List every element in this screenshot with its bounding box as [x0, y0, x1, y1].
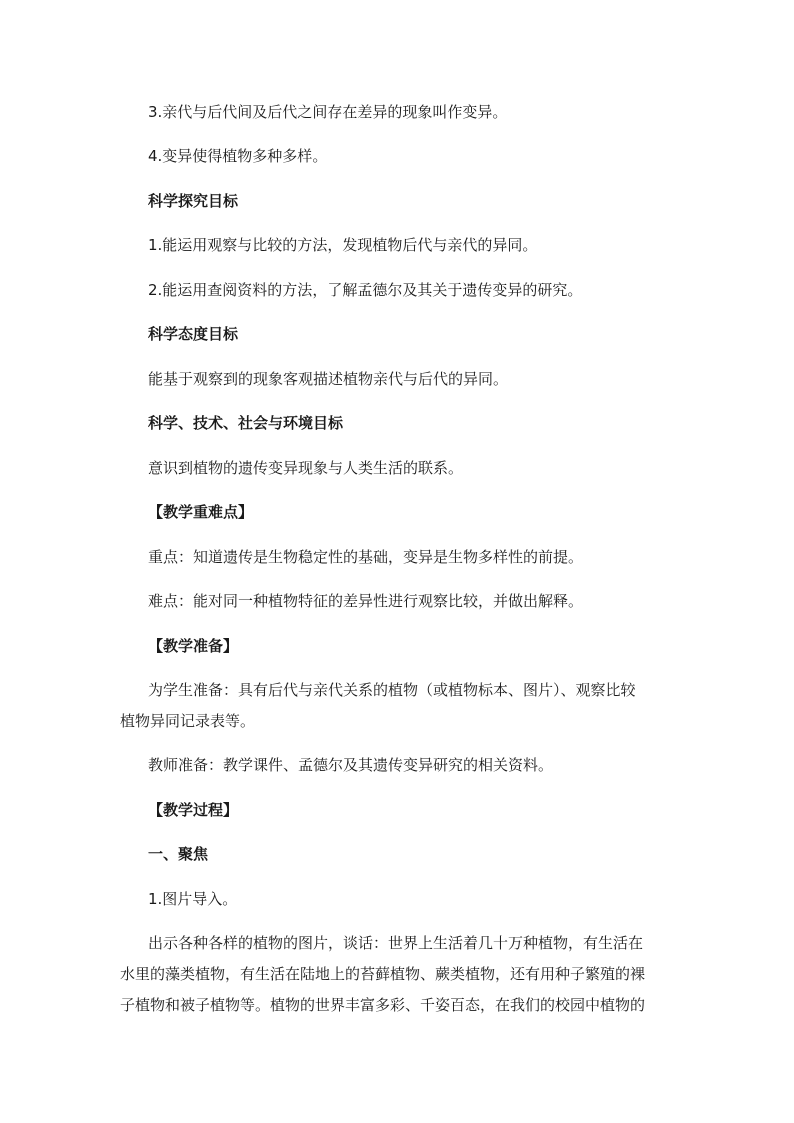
text-line: 3.亲代与后代间及后代之间存在差异的现象叫作变异。 [148, 103, 508, 121]
text-line: 能基于观察到的现象客观描述植物亲代与后代的异同。 [148, 370, 509, 388]
section-heading: 科学探究目标 [148, 192, 239, 210]
section-heading: 【教学重难点】 [148, 503, 254, 521]
paragraph-line: 水里的藻类植物，有生活在陆地上的苔藓植物、蕨类植物，还有用种子繁殖的裸 [120, 965, 646, 983]
text-line: 1.能运用观察与比较的方法，发现植物后代与亲代的异同。 [148, 236, 538, 254]
section-heading: 科学态度目标 [148, 325, 239, 343]
text-line: 意识到植物的遗传变异现象与人类生活的联系。 [148, 459, 464, 477]
text-line: 1.图片导入。 [148, 890, 238, 908]
text-line: 4.变异使得植物多种多样。 [148, 147, 328, 165]
paragraph-line: 为学生准备：具有后代与亲代关系的植物（或植物标本、图片）、观察比较 [148, 681, 636, 699]
paragraph-line: 出示各种各样的植物的图片，谈话：世界上生活着几十万种植物，有生活在 [148, 934, 644, 952]
section-heading: 一、聚焦 [148, 845, 209, 863]
text-line: 难点：能对同一种植物特征的差异性进行观察比较，并做出解释。 [148, 592, 584, 610]
section-heading: 【教学过程】 [148, 801, 239, 819]
text-line: 2.能运用查阅资料的方法，了解孟德尔及其关于遗传变异的研究。 [148, 281, 583, 299]
text-line: 重点：知道遗传是生物稳定性的基础，变异是生物多样性的前提。 [148, 548, 584, 566]
text-line: 教师准备：教学课件、孟德尔及其遗传变异研究的相关资料。 [148, 756, 554, 774]
section-heading: 科学、技术、社会与环境目标 [148, 414, 344, 432]
paragraph-line: 植物异同记录表等。 [120, 712, 256, 730]
paragraph-line: 子植物和被子植物等。植物的世界丰富多彩、千姿百态，在我们的校园中植物的 [120, 996, 646, 1014]
section-heading: 【教学准备】 [148, 637, 239, 655]
